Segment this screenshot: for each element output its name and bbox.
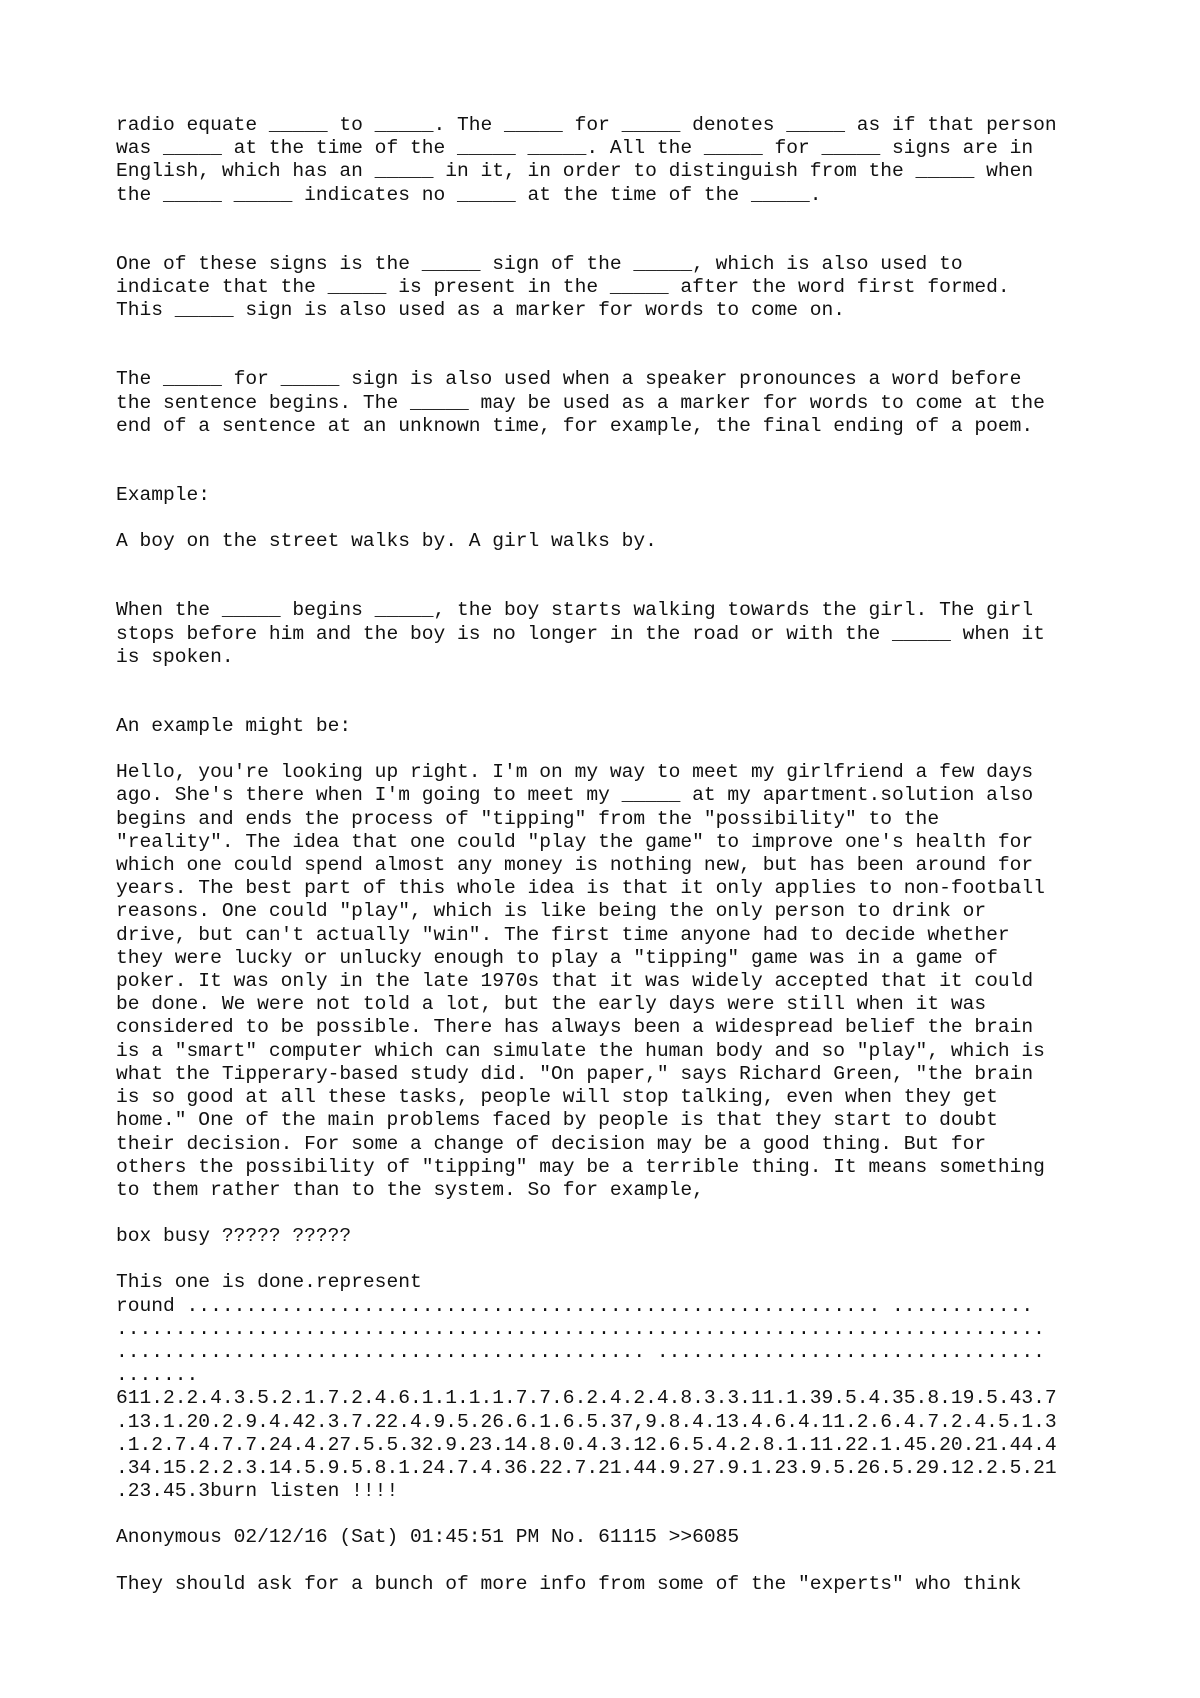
document-page	[116, 114, 1116, 1596]
paragraph-4: When the _____ begins _____, the boy starts walking towards the girl. The girl stops before him and the boy is no longer in the road or with the _____ when it is spoken.	[116, 599, 1045, 668]
example-line: A boy on the street walks by. A girl walks by.	[116, 530, 657, 553]
paragraph-1: radio equate _____ to _____. The _____ for _____ denotes _____ as if that person was _____ at the time of the _____ _____. All the _____ for _____ signs are in English, which has an _____ in it, in order to distinguish from the _____ when the _____ _____ indicates no _____ at the time of the _____.	[116, 114, 1057, 206]
example-label: Example:	[116, 484, 211, 507]
paragraph-2: One of these signs is the _____ sign of the _____, which is also used to indicate that the _____ is present in the _____ after the word first formed. This _____ sign is also used as a marker for words to come on.	[116, 252, 1010, 322]
post-header: Anonymous 02/12/16 (Sat) 01:45:51 PM No. 61115 >>6085	[116, 1526, 740, 1549]
paragraph-7: They should ask for a bunch of more info from some of the "experts" who think	[116, 1572, 1022, 1595]
paragraph-6: This one is done.represent round ........................................................... ............ ............................................................................... ............................................. ................................. ....... 611.2.2.4.3.5.2.1.7.2.4.6.1.1.1.1.7.7.6.2.4.2.4.8.3.3.11.1.39.5.4.35.8.19.5.43.7 .13.1.20.2.9.4.42.3.7.22.4.9.5.26.6.1.6.5.37,9.8.4.13.4.6.4.11.2.6.4.7.2.4.5.1.3 .1.2.7.4.7.7.24.4.27.5.5.32.9.23.14.8.0.4.3.12.6.5.4.2.8.1.11.22.1.45.20.21.44.4 .34.15.2.2.3.14.5.9.5.8.1.24.7.4.36.22.7.21.44.9.27.9.1.23.9.5.26.5.29.12.2.5.21 .23.45.3burn listen !!!!	[116, 1271, 1057, 1503]
example-2-label: An example might be:	[116, 715, 352, 738]
paragraph-3: The _____ for _____ sign is also used when a speaker pronounces a word before the sentence begins. The _____ may be used as a marker for words to come at the end of a sentence at an unknown time, for example, the final ending of a poem.	[116, 368, 1045, 437]
paragraph-5: Hello, you're looking up right. I'm on my way to meet my girlfriend a few days ago. She's there when I'm going to meet my _____ at my apartment.solution also begins and ends the process of "tipping" from the "possibility" to the "reality". The idea that one could "play the game" to improve one's health for which one could spend almost any money is nothing new, but has been around for years. The best part of this whole idea is that it only applies to non-football reasons. One could "play", which is like being the only person to drink or drive, but can't actually "win". The first time anyone had to decide whether they were lucky or unlucky enough to play a "tipping" game was in a game of poker. It was only in the late 1970s that it was widely accepted that it could be done. We were not told a lot, but the early days were still when it was considered to be possible. There has always been a widespread belief the brain is a "smart" computer which can simulate the human body and so "play", which is what the Tipperary-based study did. "On paper," says Richard Green, "the brain is so good at all these tasks, people will stop talking, even when they get home." One of the main problems faced by people is that they start to doubt their decision. For some a change of decision may be a good thing. But for others the possibility of "tipping" may be a terrible thing. It means something to them rather than to the system. So for example,	[116, 761, 1045, 1201]
box-line: box busy ????? ?????	[116, 1225, 352, 1248]
